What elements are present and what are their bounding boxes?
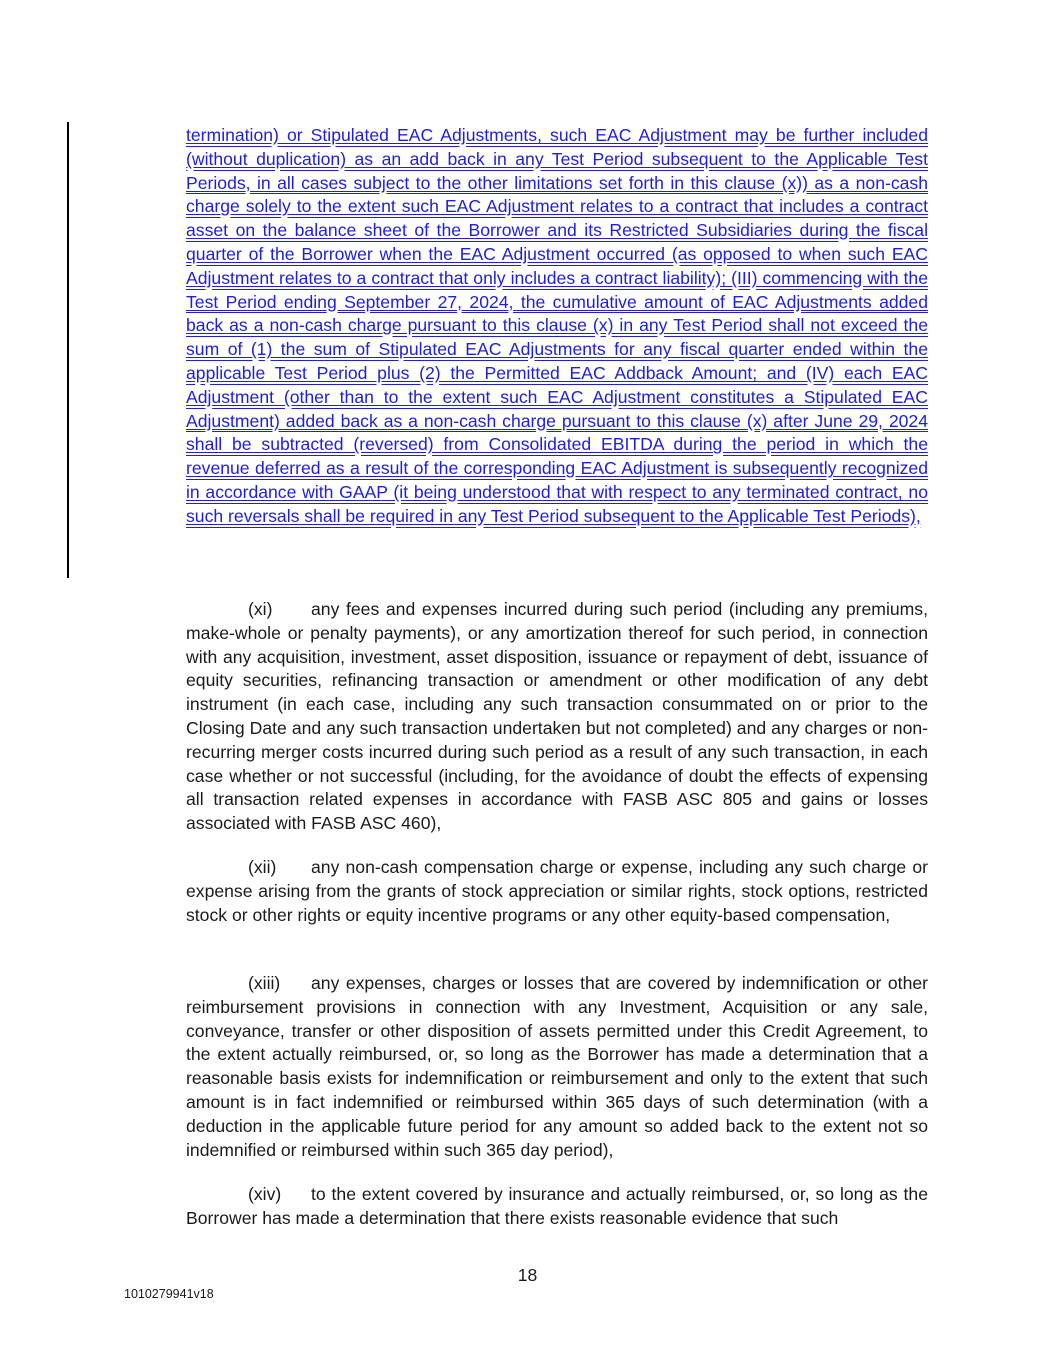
- clause-number: (xi): [248, 599, 273, 619]
- clause-xiv: [186, 1183, 928, 1231]
- clause-number: (xii): [248, 857, 277, 877]
- clause-text: any expenses, charges or losses that are covered by indemnification or other reimbursement provisions in connection with any Investment, Acquisition or any sale, conveyance, transfer or other disposition of assets permitted under this Credit Agreement, to the extent actually reimbursed, or, so long as the Borrower has made a determination that a reasonable basis exists for indemnification or reimbursement and only to the extent that such amount is in fact indemnified or reimbursed within 365 days of such determination (with a deduction in the applicable future period for any amount so added back to the extent not so indemnified or reimbursed within such 365 day period),: [186, 973, 928, 1160]
- document-id: 1010279941v18: [124, 1287, 214, 1301]
- clause-xiii: [186, 972, 928, 1162]
- clause-text: to the extent covered by insurance and actually reimbursed, or, so long as the Borrower has made a determination that there exists reasonable evidence that such: [186, 1184, 928, 1228]
- clause-text: any fees and expenses incurred during such period (including any premiums, make-whole or penalty payments), or any amortization thereof for such period, in connection with any acquisition, investment, asset disposition, issuance or repayment of debt, issuance of equity securities, refinancing transaction or amendment or other modification of any debt instrument (in each case, including any such transaction consummated on or prior to the Closing Date and any such transaction undertaken but not completed) and any charges or non-recurring merger costs incurred during such period as a result of any such transaction, in each case whether or not successful (including, for the avoidance of doubt the effects of expensing all transaction related expenses in accordance with FASB ASC 805 and gains or losses associated with FASB ASC 460),: [186, 599, 928, 834]
- clause-text: any non-cash compensation charge or expense, including any such charge or expense arising from the grants of stock appreciation or similar rights, stock options, restricted stock or other rights or equity incentive programs or any other equity-based compensation,: [186, 857, 928, 925]
- clause-xii: [186, 856, 928, 927]
- clause-xi: [186, 598, 928, 836]
- revision-change-bar: [67, 122, 69, 578]
- page-number: 18: [517, 1265, 538, 1285]
- clause-number: (xiv): [248, 1184, 282, 1204]
- clause-number: (xiii): [248, 973, 281, 993]
- inserted-revision-text: [186, 124, 928, 529]
- inserted-text-span: termination) or Stipulated EAC Adjustments, such EAC Adjustment may be further included (without duplication) as an add back in any Test Period subsequent to the Applicable Test Periods, in all cases subject to the other limitations set forth in this clause (x)) as a non-cash charge solely to the extent such EAC Adjustment relates to a contract that includes a contract asset on the balance sheet of the Borrower and its Restricted Subsidiaries during the fiscal quarter of the Borrower when the EAC Adjustment occurred (as opposed to when such EAC Adjustment relates to a contract that only includes a contract liability); (III) commencing with the Test Period ending September 27, 2024, the cumulative amount of EAC Adjustments added back as a non-cash charge pursuant to this clause (x) in any Test Period shall not exceed the sum of (1) the sum of Stipulated EAC Adjustments for any fiscal quarter ended within the applicable Test Period plus (2) the Permitted EAC Addback Amount; and (IV) each EAC Adjustment (other than to the extent such EAC Adjustment constitutes a Stipulated EAC Adjustment) added back as a non-cash charge pursuant to this clause (x) after June 29, 2024 shall be subtracted (reversed) from Consolidated EBITDA during the period in which the revenue deferred as a result of the corresponding EAC Adjustment is subsequently recognized in accordance with GAAP (it being understood that with respect to any terminated contract, no such reversals shall be required in any Test Period subsequent to the Applicable Test Periods),: [186, 125, 928, 526]
